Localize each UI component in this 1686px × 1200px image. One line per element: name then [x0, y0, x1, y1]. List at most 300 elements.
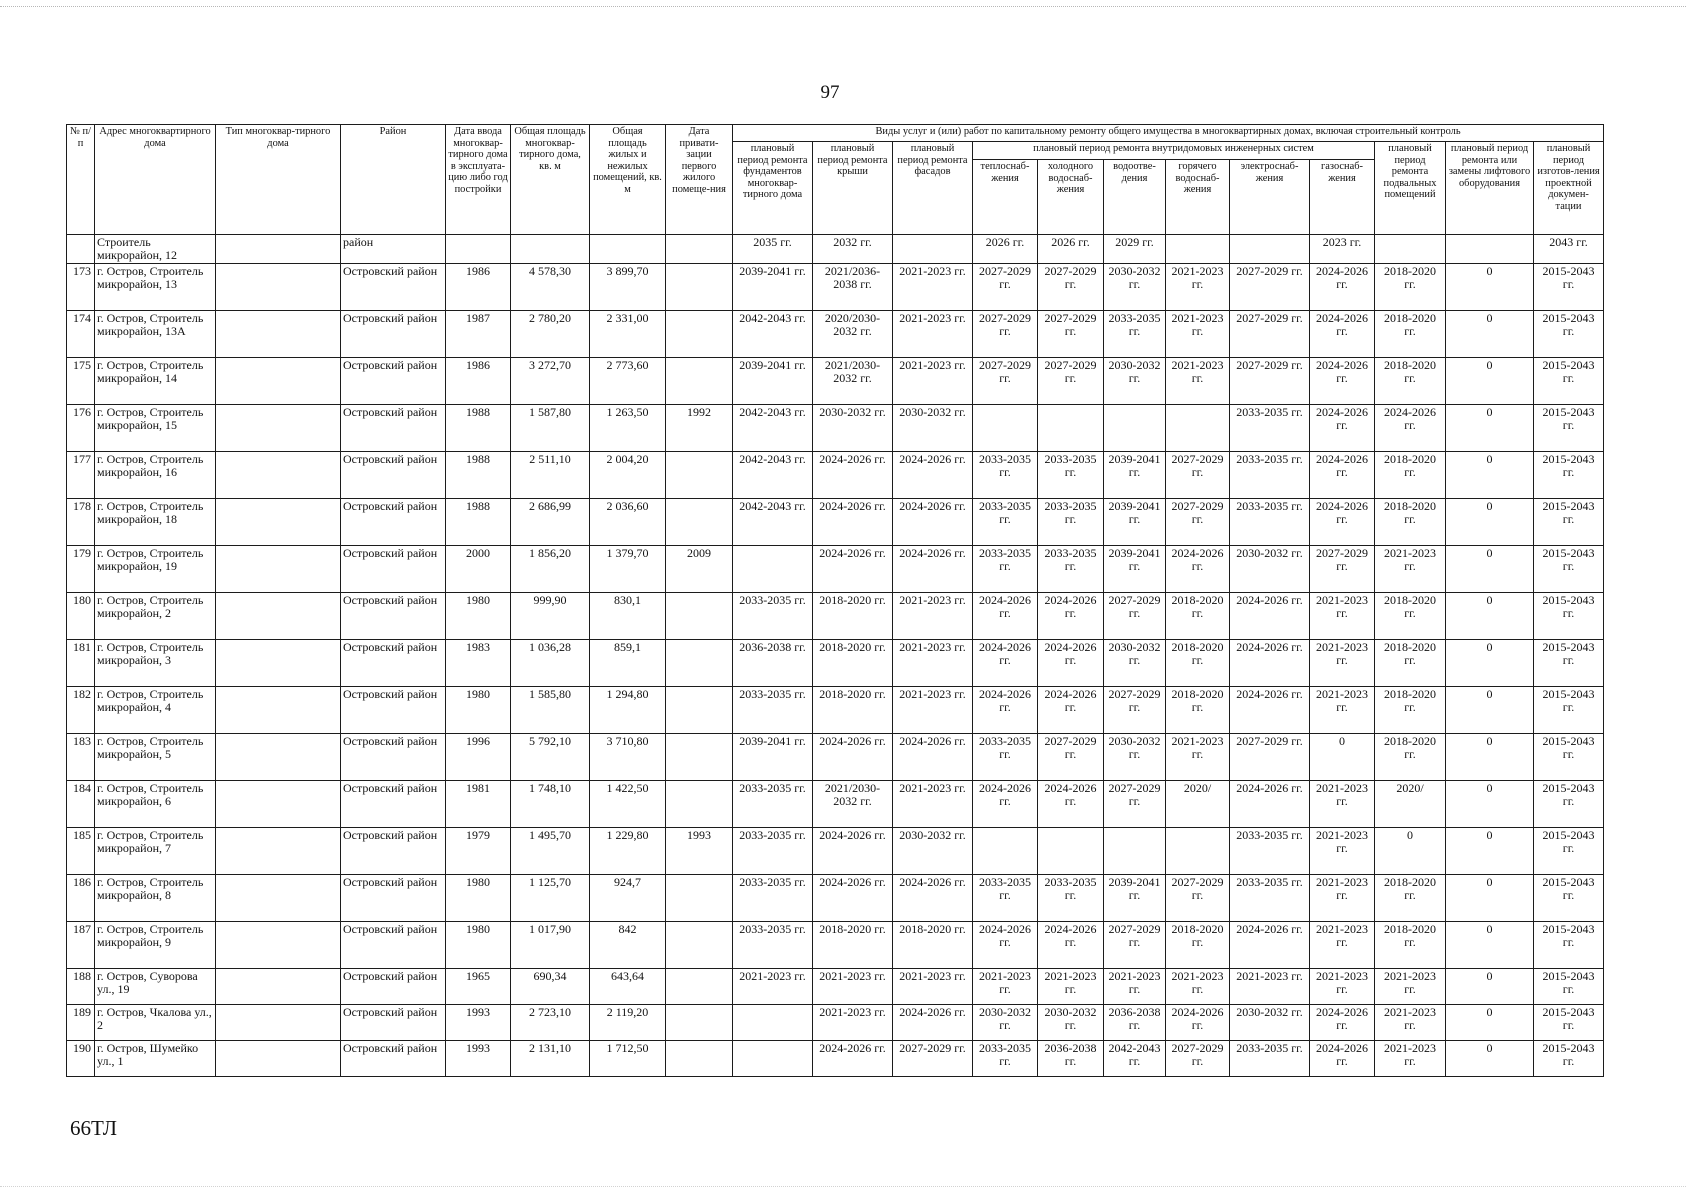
- cell-foundation: 2033-2035 гг.: [733, 593, 813, 640]
- cell-facade: 2030-2032 гг.: [893, 828, 973, 875]
- cell-total-area: 3 272,70: [511, 358, 590, 405]
- cell-address: г. Остров, Строитель микрорайон, 13: [95, 264, 216, 311]
- cell-privatization: [666, 734, 733, 781]
- cell-hot-water: 2021-2023 гг.: [1166, 358, 1230, 405]
- table-row: [67, 781, 1604, 828]
- cell-elevator: 0: [1446, 593, 1534, 640]
- cell-foundation: 2039-2041 гг.: [733, 264, 813, 311]
- cell-basement: 0: [1375, 828, 1446, 875]
- cell-district: Островский район: [341, 405, 446, 452]
- cell-house-type: [216, 264, 341, 311]
- cell-elevator: 0: [1446, 734, 1534, 781]
- cell-basement: 2018-2020 гг.: [1375, 358, 1446, 405]
- table-row: [67, 734, 1604, 781]
- cell-total-area: 1 856,20: [511, 546, 590, 593]
- cell-foundation: 2033-2035 гг.: [733, 828, 813, 875]
- cell-design-docs: 2015-2043 гг.: [1534, 311, 1604, 358]
- cell-gas: 2024-2026 гг.: [1310, 452, 1375, 499]
- cell-privatization: [666, 687, 733, 734]
- cell-address: г. Остров, Строитель микрорайон, 13А: [95, 311, 216, 358]
- cell-electric: 2024-2026 гг.: [1230, 593, 1310, 640]
- cell-house-type: [216, 781, 341, 828]
- cell-commission-year: 1988: [446, 405, 511, 452]
- cell-living-area: 643,64: [590, 969, 666, 1005]
- cell-facade: 2021-2023 гг.: [893, 311, 973, 358]
- cell-roof: 2024-2026 гг.: [813, 875, 893, 922]
- cell-total-area: 2 511,10: [511, 452, 590, 499]
- cell-facade: 2024-2026 гг.: [893, 499, 973, 546]
- cell-basement: 2018-2020 гг.: [1375, 452, 1446, 499]
- cell-gas: 2024-2026 гг.: [1310, 311, 1375, 358]
- cell-basement: 2018-2020 гг.: [1375, 499, 1446, 546]
- cell-electric: 2024-2026 гг.: [1230, 922, 1310, 969]
- cell-facade: 2024-2026 гг.: [893, 546, 973, 593]
- cell-privatization: [666, 1041, 733, 1077]
- cell-total-area: 690,34: [511, 969, 590, 1005]
- cell-design-docs: 2015-2043 гг.: [1534, 264, 1604, 311]
- cell-elevator: 0: [1446, 264, 1534, 311]
- cell-total-area: 4 578,30: [511, 264, 590, 311]
- cell-heating: [973, 828, 1038, 875]
- cell-num: 185: [67, 828, 95, 875]
- cell-living-area: 1 712,50: [590, 1041, 666, 1077]
- cell-district: Островский район: [341, 781, 446, 828]
- cell-hot-water: 2027-2029 гг.: [1166, 875, 1230, 922]
- cell-elevator: 0: [1446, 452, 1534, 499]
- cell-roof: 2021/2030-2032 гг.: [813, 358, 893, 405]
- cell-living-area: 830,1: [590, 593, 666, 640]
- cell-electric: 2024-2026 гг.: [1230, 687, 1310, 734]
- cell-total-area: 2 131,10: [511, 1041, 590, 1077]
- cell-roof: 2024-2026 гг.: [813, 1041, 893, 1077]
- cell-foundation: 2042-2043 гг.: [733, 452, 813, 499]
- cell-living-area: 859,1: [590, 640, 666, 687]
- cell-cold-water: 2024-2026 гг.: [1038, 687, 1104, 734]
- header-gas: газоснаб-жения: [1310, 160, 1375, 235]
- header-heating: теплоснаб-жения: [973, 160, 1038, 235]
- cell-basement: 2018-2020 гг.: [1375, 311, 1446, 358]
- table-row: [67, 235, 1604, 264]
- cell-commission-year: 1980: [446, 593, 511, 640]
- cell-design-docs: 2015-2043 гг.: [1534, 875, 1604, 922]
- cell-facade: 2021-2023 гг.: [893, 969, 973, 1005]
- cell-cold-water: 2030-2032 гг.: [1038, 1005, 1104, 1041]
- cell-privatization: [666, 875, 733, 922]
- cell-gas: 2027-2029 гг.: [1310, 546, 1375, 593]
- cell-address: Строитель микрорайон, 12: [95, 235, 216, 264]
- cell-living-area: 1 229,80: [590, 828, 666, 875]
- cell-address: г. Остров, Строитель микрорайон, 14: [95, 358, 216, 405]
- cell-commission-year: 1988: [446, 499, 511, 546]
- cell-district: Островский район: [341, 311, 446, 358]
- cell-heating: 2024-2026 гг.: [973, 781, 1038, 828]
- cell-roof: 2024-2026 гг.: [813, 828, 893, 875]
- cell-commission-year: 1980: [446, 875, 511, 922]
- cell-design-docs: 2015-2043 гг.: [1534, 1005, 1604, 1041]
- cell-drainage: 2033-2035 гг.: [1104, 311, 1166, 358]
- cell-privatization: [666, 358, 733, 405]
- cell-roof: 2024-2026 гг.: [813, 546, 893, 593]
- cell-cold-water: 2024-2026 гг.: [1038, 593, 1104, 640]
- cell-roof: 2021/2030-2032 гг.: [813, 781, 893, 828]
- cell-facade: 2021-2023 гг.: [893, 687, 973, 734]
- cell-roof: 2018-2020 гг.: [813, 922, 893, 969]
- cell-basement: 2021-2023 гг.: [1375, 1005, 1446, 1041]
- cell-num: 187: [67, 922, 95, 969]
- cell-total-area: 2 780,20: [511, 311, 590, 358]
- cell-address: г. Остров, Строитель микрорайон, 15: [95, 405, 216, 452]
- cell-electric: 2030-2032 гг.: [1230, 1005, 1310, 1041]
- cell-privatization: 1992: [666, 405, 733, 452]
- cell-district: Островский район: [341, 264, 446, 311]
- cell-privatization: [666, 640, 733, 687]
- cell-hot-water: 2021-2023 гг.: [1166, 734, 1230, 781]
- cell-cold-water: 2033-2035 гг.: [1038, 499, 1104, 546]
- cell-elevator: 0: [1446, 311, 1534, 358]
- table-row: [67, 828, 1604, 875]
- cell-cold-water: 2024-2026 гг.: [1038, 781, 1104, 828]
- cell-total-area: 1 585,80: [511, 687, 590, 734]
- cell-heating: 2033-2035 гг.: [973, 875, 1038, 922]
- cell-design-docs: 2015-2043 гг.: [1534, 499, 1604, 546]
- table-row: [67, 687, 1604, 734]
- cell-drainage: 2029 гг.: [1104, 235, 1166, 264]
- cell-elevator: 0: [1446, 640, 1534, 687]
- cell-elevator: 0: [1446, 1041, 1534, 1077]
- cell-address: г. Остров, Чкалова ул., 2: [95, 1005, 216, 1041]
- cell-privatization: [666, 311, 733, 358]
- header-foundation: плановый период ремонта фундаментов многоквар-тирного дома: [733, 142, 813, 235]
- cell-living-area: 842: [590, 922, 666, 969]
- cell-hot-water: 2024-2026 гг.: [1166, 1005, 1230, 1041]
- cell-house-type: [216, 875, 341, 922]
- cell-house-type: [216, 452, 341, 499]
- cell-total-area: 5 792,10: [511, 734, 590, 781]
- cell-num: 189: [67, 1005, 95, 1041]
- cell-district: Островский район: [341, 1005, 446, 1041]
- cell-address: г. Остров, Шумейко ул., 1: [95, 1041, 216, 1077]
- cell-cold-water: 2033-2035 гг.: [1038, 452, 1104, 499]
- cell-facade: [893, 235, 973, 264]
- cell-heating: 2033-2035 гг.: [973, 1041, 1038, 1077]
- cell-electric: 2027-2029 гг.: [1230, 358, 1310, 405]
- cell-commission-year: 1993: [446, 1041, 511, 1077]
- header-house-type: Тип многоквар-тирного дома: [216, 125, 341, 235]
- cell-electric: 2024-2026 гг.: [1230, 640, 1310, 687]
- cell-address: г. Остров, Строитель микрорайон, 2: [95, 593, 216, 640]
- cell-commission-year: 1988: [446, 452, 511, 499]
- cell-facade: 2024-2026 гг.: [893, 452, 973, 499]
- cell-roof: 2018-2020 гг.: [813, 640, 893, 687]
- cell-num: 173: [67, 264, 95, 311]
- cell-drainage: 2027-2029 гг.: [1104, 687, 1166, 734]
- cell-commission-year: 1983: [446, 640, 511, 687]
- cell-facade: 2021-2023 гг.: [893, 358, 973, 405]
- cell-foundation: 2033-2035 гг.: [733, 922, 813, 969]
- cell-gas: 2024-2026 гг.: [1310, 264, 1375, 311]
- header-works-group: Виды услуг и (или) работ по капитальному ремонту общего имущества в многоквартирных домах, включая строительный контроль: [733, 125, 1604, 142]
- cell-district: Островский район: [341, 1041, 446, 1077]
- cell-cold-water: 2024-2026 гг.: [1038, 640, 1104, 687]
- table-row: [67, 1005, 1604, 1041]
- cell-foundation: 2039-2041 гг.: [733, 734, 813, 781]
- cell-hot-water: 2027-2029 гг.: [1166, 452, 1230, 499]
- cell-living-area: 1 379,70: [590, 546, 666, 593]
- cell-total-area: 1 017,90: [511, 922, 590, 969]
- cell-design-docs: 2015-2043 гг.: [1534, 358, 1604, 405]
- cell-design-docs: 2015-2043 гг.: [1534, 1041, 1604, 1077]
- cell-heating: 2021-2023 гг.: [973, 969, 1038, 1005]
- cell-privatization: [666, 1005, 733, 1041]
- cell-privatization: [666, 593, 733, 640]
- cell-num: [67, 235, 95, 264]
- cell-gas: 2024-2026 гг.: [1310, 499, 1375, 546]
- cell-hot-water: 2021-2023 гг.: [1166, 969, 1230, 1005]
- cell-cold-water: 2024-2026 гг.: [1038, 922, 1104, 969]
- cell-heating: 2027-2029 гг.: [973, 311, 1038, 358]
- cell-num: 180: [67, 593, 95, 640]
- cell-foundation: 2039-2041 гг.: [733, 358, 813, 405]
- cell-heating: 2024-2026 гг.: [973, 593, 1038, 640]
- cell-total-area: 1 495,70: [511, 828, 590, 875]
- cell-hot-water: 2021-2023 гг.: [1166, 311, 1230, 358]
- cell-foundation: 2042-2043 гг.: [733, 405, 813, 452]
- cell-heating: 2024-2026 гг.: [973, 640, 1038, 687]
- cell-roof: 2024-2026 гг.: [813, 452, 893, 499]
- table-row: [67, 405, 1604, 452]
- table-row: [67, 875, 1604, 922]
- cell-foundation: 2033-2035 гг.: [733, 687, 813, 734]
- cell-basement: 2021-2023 гг.: [1375, 546, 1446, 593]
- cell-commission-year: 1986: [446, 264, 511, 311]
- table-row: [67, 499, 1604, 546]
- cell-foundation: 2021-2023 гг.: [733, 969, 813, 1005]
- cell-design-docs: 2015-2043 гг.: [1534, 452, 1604, 499]
- cell-foundation: [733, 1041, 813, 1077]
- cell-num: 175: [67, 358, 95, 405]
- cell-design-docs: 2015-2043 гг.: [1534, 969, 1604, 1005]
- cell-heating: 2030-2032 гг.: [973, 1005, 1038, 1041]
- cell-total-area: 1 125,70: [511, 875, 590, 922]
- cell-commission-year: 1993: [446, 1005, 511, 1041]
- cell-gas: 2024-2026 гг.: [1310, 358, 1375, 405]
- cell-drainage: 2027-2029 гг.: [1104, 781, 1166, 828]
- cell-drainage: 2039-2041 гг.: [1104, 499, 1166, 546]
- header-commission-date: Дата ввода многоквар-тирного дома в эксплуата-цию либо год постройки: [446, 125, 511, 235]
- cell-elevator: 0: [1446, 781, 1534, 828]
- cell-gas: 2024-2026 гг.: [1310, 1005, 1375, 1041]
- cell-num: 186: [67, 875, 95, 922]
- cell-commission-year: 1979: [446, 828, 511, 875]
- cell-cold-water: [1038, 405, 1104, 452]
- cell-commission-year: [446, 235, 511, 264]
- cell-hot-water: 2018-2020 гг.: [1166, 922, 1230, 969]
- cell-address: г. Остров, Строитель микрорайон, 3: [95, 640, 216, 687]
- cell-house-type: [216, 828, 341, 875]
- cell-basement: 2018-2020 гг.: [1375, 264, 1446, 311]
- cell-living-area: 1 422,50: [590, 781, 666, 828]
- cell-address: г. Остров, Строитель микрорайон, 19: [95, 546, 216, 593]
- cell-house-type: [216, 1041, 341, 1077]
- cell-electric: [1230, 235, 1310, 264]
- cell-num: 183: [67, 734, 95, 781]
- cell-electric: 2030-2032 гг.: [1230, 546, 1310, 593]
- cell-basement: 2018-2020 гг.: [1375, 593, 1446, 640]
- cell-commission-year: 1996: [446, 734, 511, 781]
- cell-num: 184: [67, 781, 95, 828]
- cell-gas: 2021-2023 гг.: [1310, 640, 1375, 687]
- cell-facade: 2027-2029 гг.: [893, 1041, 973, 1077]
- cell-hot-water: 2018-2020 гг.: [1166, 687, 1230, 734]
- header-address: Адрес многоквартирного дома: [95, 125, 216, 235]
- cell-gas: 2024-2026 гг.: [1310, 405, 1375, 452]
- cell-total-area: 1 748,10: [511, 781, 590, 828]
- table-row: [67, 969, 1604, 1005]
- cell-electric: 2024-2026 гг.: [1230, 781, 1310, 828]
- cell-hot-water: 2021-2023 гг.: [1166, 264, 1230, 311]
- cell-total-area: 2 686,99: [511, 499, 590, 546]
- cell-drainage: 2036-2038 гг.: [1104, 1005, 1166, 1041]
- cell-drainage: [1104, 405, 1166, 452]
- cell-roof: 2018-2020 гг.: [813, 687, 893, 734]
- cell-facade: 2021-2023 гг.: [893, 640, 973, 687]
- cell-num: 177: [67, 452, 95, 499]
- cell-living-area: 1 263,50: [590, 405, 666, 452]
- cell-address: г. Остров, Строитель микрорайон, 8: [95, 875, 216, 922]
- cell-basement: 2018-2020 гг.: [1375, 875, 1446, 922]
- cell-privatization: [666, 452, 733, 499]
- cell-privatization: 1993: [666, 828, 733, 875]
- header-cold-water: холодного водоснаб-жения: [1038, 160, 1104, 235]
- cell-roof: 2032 гг.: [813, 235, 893, 264]
- cell-heating: 2033-2035 гг.: [973, 546, 1038, 593]
- cell-hot-water: [1166, 405, 1230, 452]
- cell-house-type: [216, 546, 341, 593]
- cell-house-type: [216, 405, 341, 452]
- cell-foundation: 2033-2035 гг.: [733, 875, 813, 922]
- cell-basement: 2018-2020 гг.: [1375, 640, 1446, 687]
- cell-house-type: [216, 1005, 341, 1041]
- header-design-docs: плановый период изготов-ления проектной докумен-тации: [1534, 142, 1604, 235]
- cell-design-docs: 2015-2043 гг.: [1534, 593, 1604, 640]
- cell-district: Островский район: [341, 358, 446, 405]
- cell-gas: 2024-2026 гг.: [1310, 1041, 1375, 1077]
- cell-roof: 2021-2023 гг.: [813, 1005, 893, 1041]
- cell-living-area: 1 294,80: [590, 687, 666, 734]
- header-elevator: плановый период ремонта или замены лифтового оборудования: [1446, 142, 1534, 235]
- cell-commission-year: 1980: [446, 687, 511, 734]
- cell-living-area: [590, 235, 666, 264]
- cell-living-area: 3 710,80: [590, 734, 666, 781]
- cell-district: Островский район: [341, 969, 446, 1005]
- cell-living-area: 924,7: [590, 875, 666, 922]
- cell-electric: 2033-2035 гг.: [1230, 405, 1310, 452]
- scan-edge-bottom: [0, 1186, 1686, 1190]
- cell-privatization: [666, 235, 733, 264]
- header-electric: электроснаб-жения: [1230, 160, 1310, 235]
- cell-district: Островский район: [341, 546, 446, 593]
- cell-gas: 2021-2023 гг.: [1310, 922, 1375, 969]
- cell-foundation: 2042-2043 гг.: [733, 311, 813, 358]
- cell-basement: [1375, 235, 1446, 264]
- cell-district: Островский район: [341, 640, 446, 687]
- cell-living-area: 2 004,20: [590, 452, 666, 499]
- cell-basement: 2021-2023 гг.: [1375, 969, 1446, 1005]
- cell-basement: 2018-2020 гг.: [1375, 734, 1446, 781]
- cell-foundation: 2042-2043 гг.: [733, 499, 813, 546]
- cell-address: г. Остров, Строитель микрорайон, 18: [95, 499, 216, 546]
- cell-electric: 2027-2029 гг.: [1230, 311, 1310, 358]
- cell-foundation: 2033-2035 гг.: [733, 781, 813, 828]
- cell-address: г. Остров, Строитель микрорайон, 9: [95, 922, 216, 969]
- cell-foundation: 2035 гг.: [733, 235, 813, 264]
- table-row: [67, 546, 1604, 593]
- capital-repair-table: [66, 124, 1604, 1077]
- cell-address: г. Остров, Строитель микрорайон, 4: [95, 687, 216, 734]
- cell-total-area: [511, 235, 590, 264]
- cell-privatization: [666, 781, 733, 828]
- cell-drainage: [1104, 828, 1166, 875]
- cell-living-area: 2 331,00: [590, 311, 666, 358]
- cell-gas: 2021-2023 гг.: [1310, 593, 1375, 640]
- cell-gas: 2021-2023 гг.: [1310, 781, 1375, 828]
- cell-elevator: 0: [1446, 358, 1534, 405]
- cell-heating: 2024-2026 гг.: [973, 922, 1038, 969]
- cell-foundation: 2036-2038 гг.: [733, 640, 813, 687]
- cell-drainage: 2021-2023 гг.: [1104, 969, 1166, 1005]
- cell-address: г. Остров, Строитель микрорайон, 16: [95, 452, 216, 499]
- header-num: № п/п: [67, 125, 95, 235]
- cell-drainage: 2039-2041 гг.: [1104, 875, 1166, 922]
- header-roof: плановый период ремонта крыши: [813, 142, 893, 235]
- cell-elevator: 0: [1446, 875, 1534, 922]
- cell-commission-year: 2000: [446, 546, 511, 593]
- cell-gas: 2021-2023 гг.: [1310, 828, 1375, 875]
- cell-facade: 2024-2026 гг.: [893, 1005, 973, 1041]
- table-row: [67, 264, 1604, 311]
- cell-facade: 2030-2032 гг.: [893, 405, 973, 452]
- cell-house-type: [216, 593, 341, 640]
- header-privatization-date: Дата привати-зации первого жилого помеще-ния: [666, 125, 733, 235]
- cell-design-docs: 2015-2043 гг.: [1534, 687, 1604, 734]
- cell-gas: 2021-2023 гг.: [1310, 875, 1375, 922]
- cell-elevator: 0: [1446, 828, 1534, 875]
- cell-elevator: 0: [1446, 1005, 1534, 1041]
- cell-cold-water: 2027-2029 гг.: [1038, 358, 1104, 405]
- cell-electric: 2027-2029 гг.: [1230, 264, 1310, 311]
- cell-electric: 2033-2035 гг.: [1230, 1041, 1310, 1077]
- cell-electric: 2033-2035 гг.: [1230, 875, 1310, 922]
- cell-district: Островский район: [341, 875, 446, 922]
- cell-design-docs: 2015-2043 гг.: [1534, 405, 1604, 452]
- cell-num: 174: [67, 311, 95, 358]
- cell-heating: 2033-2035 гг.: [973, 452, 1038, 499]
- header-district: Район: [341, 125, 446, 235]
- cell-district: район: [341, 235, 446, 264]
- cell-roof: 2021/2036-2038 гг.: [813, 264, 893, 311]
- table-header: [67, 125, 1604, 235]
- cell-commission-year: 1986: [446, 358, 511, 405]
- cell-total-area: 1 036,28: [511, 640, 590, 687]
- cell-facade: 2024-2026 гг.: [893, 875, 973, 922]
- cell-num: 188: [67, 969, 95, 1005]
- table-row: [67, 1041, 1604, 1077]
- cell-heating: 2027-2029 гг.: [973, 264, 1038, 311]
- header-drainage: водоотве-дения: [1104, 160, 1166, 235]
- cell-drainage: 2030-2032 гг.: [1104, 640, 1166, 687]
- cell-house-type: [216, 358, 341, 405]
- cell-num: 190: [67, 1041, 95, 1077]
